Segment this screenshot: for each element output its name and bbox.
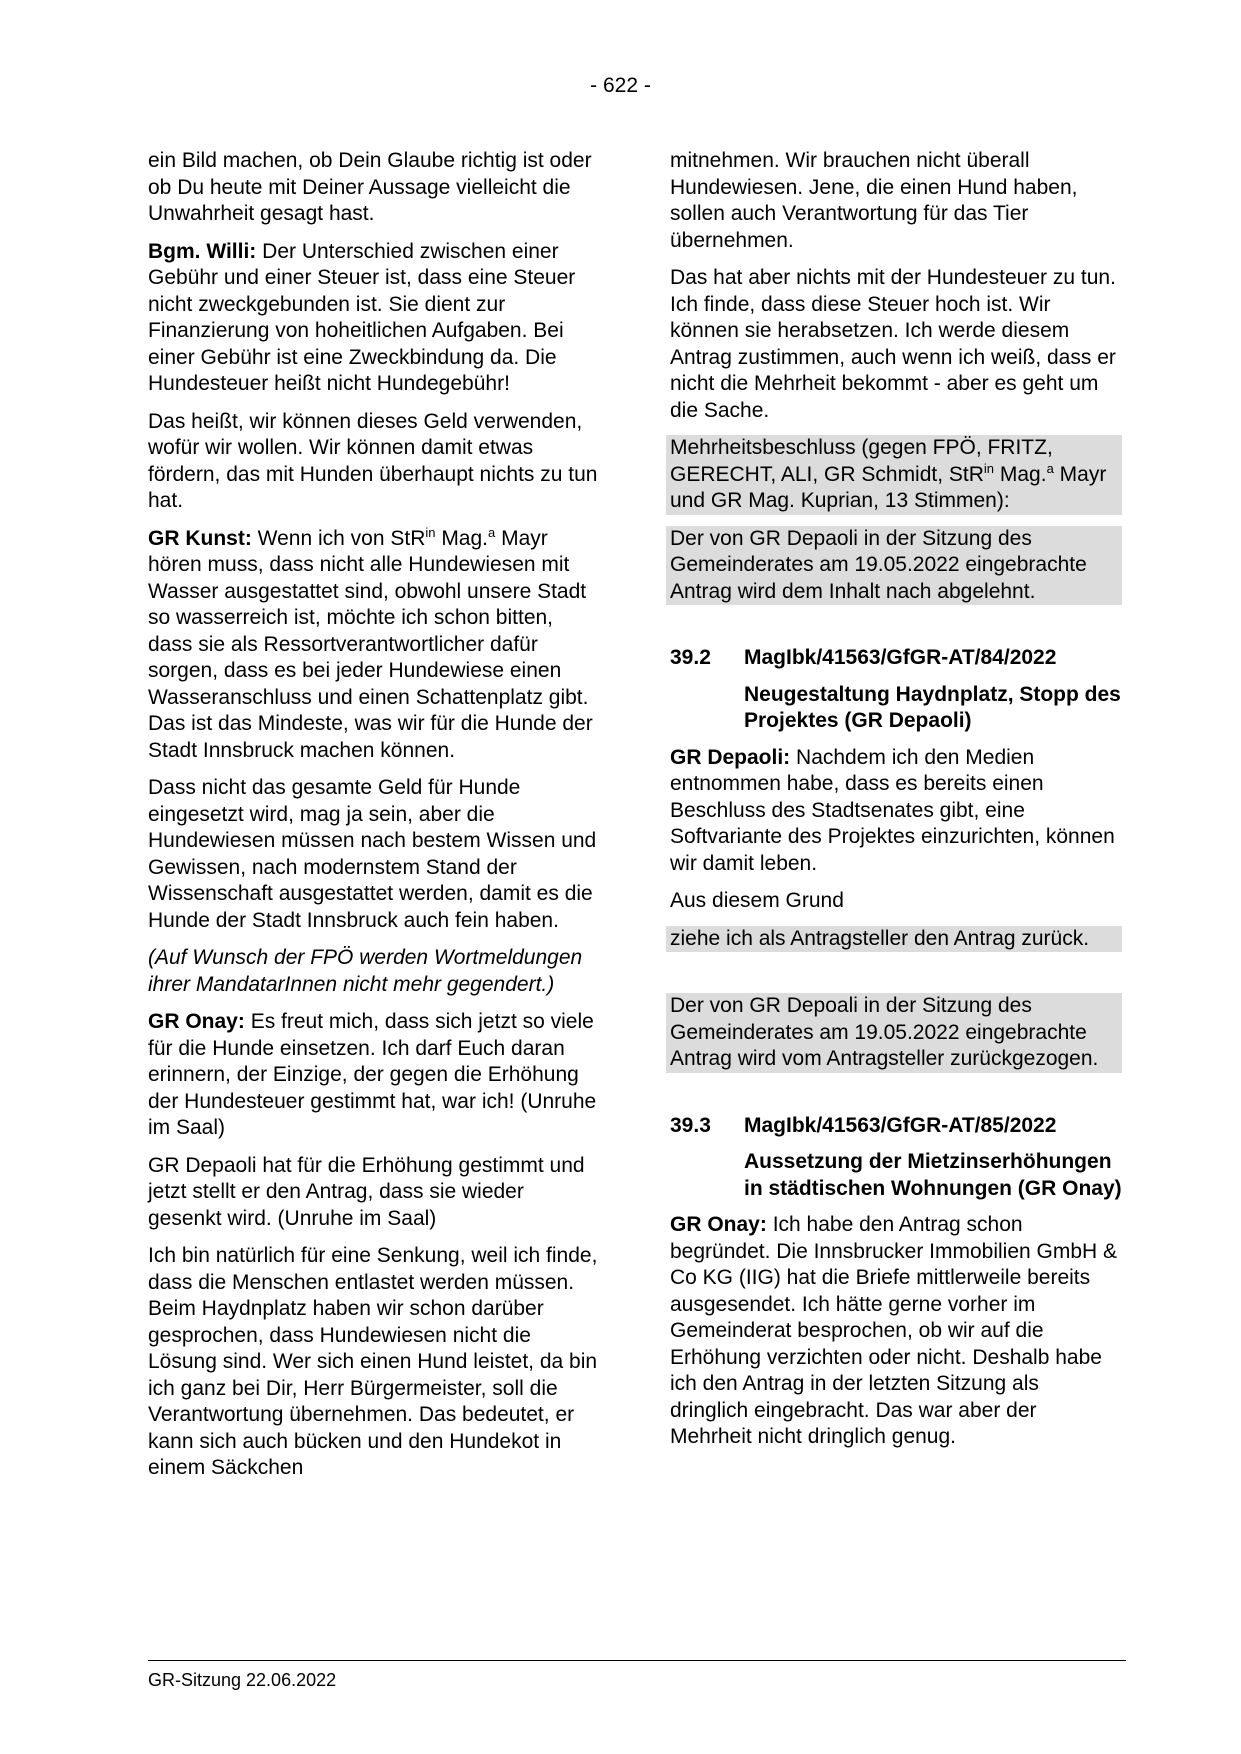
footer-divider <box>148 1660 1126 1661</box>
paragraph: Dass nicht das gesamte Geld für Hunde eingesetzt wird, mag ja sein, aber die Hundewiesen müssen nach bestem Wissen und Gewissen, nach modernstem Stand der Wissenschaft ausgestattet werden, damit es die Hunde der Stadt Innsbruck auch fein haben. <box>148 776 597 932</box>
paragraph: Ich bin natürlich für eine Senkung, weil ich finde, dass die Menschen entlastet werden müssen. Beim Haydnplatz haben wir schon darüber gesprochen, dass Hundewiesen nicht die Lösung sind. Wer sich einen Hund leistet, da bin ich ganz bei Dir, Herr Bürgermeister, soll die Verantwortung übernehmen. Das bedeutet, er kann sich auch bücken und den Hundekot in einem Säckchen <box>148 1244 598 1479</box>
page-number: - 622 - <box>590 74 651 97</box>
speaker-name: GR Onay: <box>670 1213 767 1236</box>
agenda-item-title: Aussetzung der Mietzinserhöhungen in städtischen Wohnungen (GR Onay) <box>744 1150 1122 1200</box>
paragraph: Das hat aber nichts mit der Hundesteuer zu tun. Ich finde, dass diese Steuer hoch ist. Wir können sie herabsetzen. Ich werde diesem Antrag zustimmen, auch wenn ich weiß, dass er nicht die Mehrheit bekommt - aber es geht um die Sache. <box>670 266 1116 422</box>
resolution-text: Der von GR Depaoli in der Sitzung des Gemeinderates am 19.05.2022 eingebrachte Antrag wird dem Inhalt nach abgelehnt. <box>666 526 1122 606</box>
agenda-item-header: 39.2 MagIbk/41563/GfGR-AT/84/2022 <box>670 646 1057 669</box>
speaker-name: Bgm. Willi: <box>148 239 257 263</box>
speaker-name: GR Depaoli: <box>670 745 791 769</box>
italic-note: (Auf Wunsch der FPÖ werden Wortmeldungen ihrer MandatarInnen nicht mehr gegendert.) <box>148 946 583 996</box>
paragraph: GR Depaoli: Nachdem ich den Medien entnommen habe, dass es bereits einen Beschluss des Stadtsenates gibt, eine Softvariante des Projektes einzurichten, können wir damit leben. <box>670 745 1115 875</box>
left-column <box>148 148 600 1493</box>
footer-text: GR-Sitzung 22.06.2022 <box>148 1670 337 1690</box>
paragraph: Das heißt, wir können dieses Geld verwenden, wofür wir wollen. Wir können damit etwas fördern, das mit Hunden überhaupt nichts zu tun hat. <box>148 409 598 512</box>
speaker-name: GR Onay: <box>148 1010 245 1033</box>
paragraph: GR Onay: Ich habe den Antrag schon begründet. Die Innsbrucker Immobilien GmbH & Co KG (IIG) hat die Briefe mittlerweile bereits ausgesendet. Ich hätte gerne vorher im Gemeinderat besprochen, ob wir auf die Erhöhung verzichten oder nicht. Deshalb habe ich den Antrag in der letzten Sitzung als dringlich eingebracht. Das war aber der Mehrheit nicht dringlich genug. <box>670 1213 1118 1448</box>
agenda-item-title: Neugestaltung Haydnplatz, Stopp des Projektes (GR Depaoli) <box>744 682 1121 732</box>
paragraph: ein Bild machen, ob Dein Glaube richtig ist oder ob Du heute mit Deiner Aussage vielleicht die Unwahrheit gesagt hast. <box>148 149 592 225</box>
agenda-item-header: 39.3 MagIbk/41563/GfGR-AT/85/2022 <box>670 1113 1057 1137</box>
paragraph: Bgm. Willi: Der Unterschied zwischen einer Gebühr und einer Steuer ist, dass eine Steuer nicht zweckgebunden ist. Sie dient zur Finanzierung von hoheitlichen Aufgaben. Bei einer Gebühr ist eine Zweckbindung da. Die Hundesteuer heißt nicht Hundegebühr! <box>148 239 576 395</box>
speaker-name: GR Kunst: <box>148 526 252 550</box>
paragraph: Aus diesem Grund <box>670 889 844 912</box>
paragraph: GR Kunst: Wenn ich von StR$^{in}$ Mag.$^a$ Mayr hören muss, dass nicht alle Hundewiesen mit Wasser ausgestattet sind, obwohl unsere Stadt so wasserreich ist, möchte ich schon bitten, dass sie als Ressortverantwortlicher dafür sorgen, dass es bei jeder Hundewiese einen Wasseranschluss und einen Schattenplatz gibt. Das ist das Mindeste, was wir für die Hunde der Stadt Innsbruck machen können. <box>148 524 593 762</box>
right-column <box>670 148 1122 1462</box>
withdrawal-statement: ziehe ich als Antragsteller den Antrag zurück. <box>666 926 1122 953</box>
vote-result: Mehrheitsbeschluss (gegen FPÖ, FRITZ, GERECHT, ALI, GR Schmidt, StR$^{in}$ Mag.$^a$ Mayr und GR Mag. Kuprian, 13 Stimmen): <box>666 435 1122 515</box>
paragraph: GR Depaoli hat für die Erhöhung gestimmt und jetzt stellt er den Antrag, dass sie wieder gesenkt wird. (Unruhe im Saal) <box>148 1153 585 1230</box>
paragraph: GR Onay: Es freut mich, dass sich jetzt so viele für die Hunde einsetzen. Ich darf Euch daran erinnern, der Einzige, der gegen die Erhöhung der Hundesteuer gestimmt hat, war ich! (Unruhe im Saal) <box>148 1010 597 1139</box>
paragraph: mitnehmen. Wir brauchen nicht überall Hundewiesen. Jene, die einen Hund haben, sollen auch Verantwortung für das Tier übernehmen. <box>670 149 1078 252</box>
resolution-text: Der von GR Depoali in der Sitzung des Gemeinderates am 19.05.2022 eingebrachte Antrag wird vom Antragsteller zurückgezogen. <box>666 993 1122 1073</box>
